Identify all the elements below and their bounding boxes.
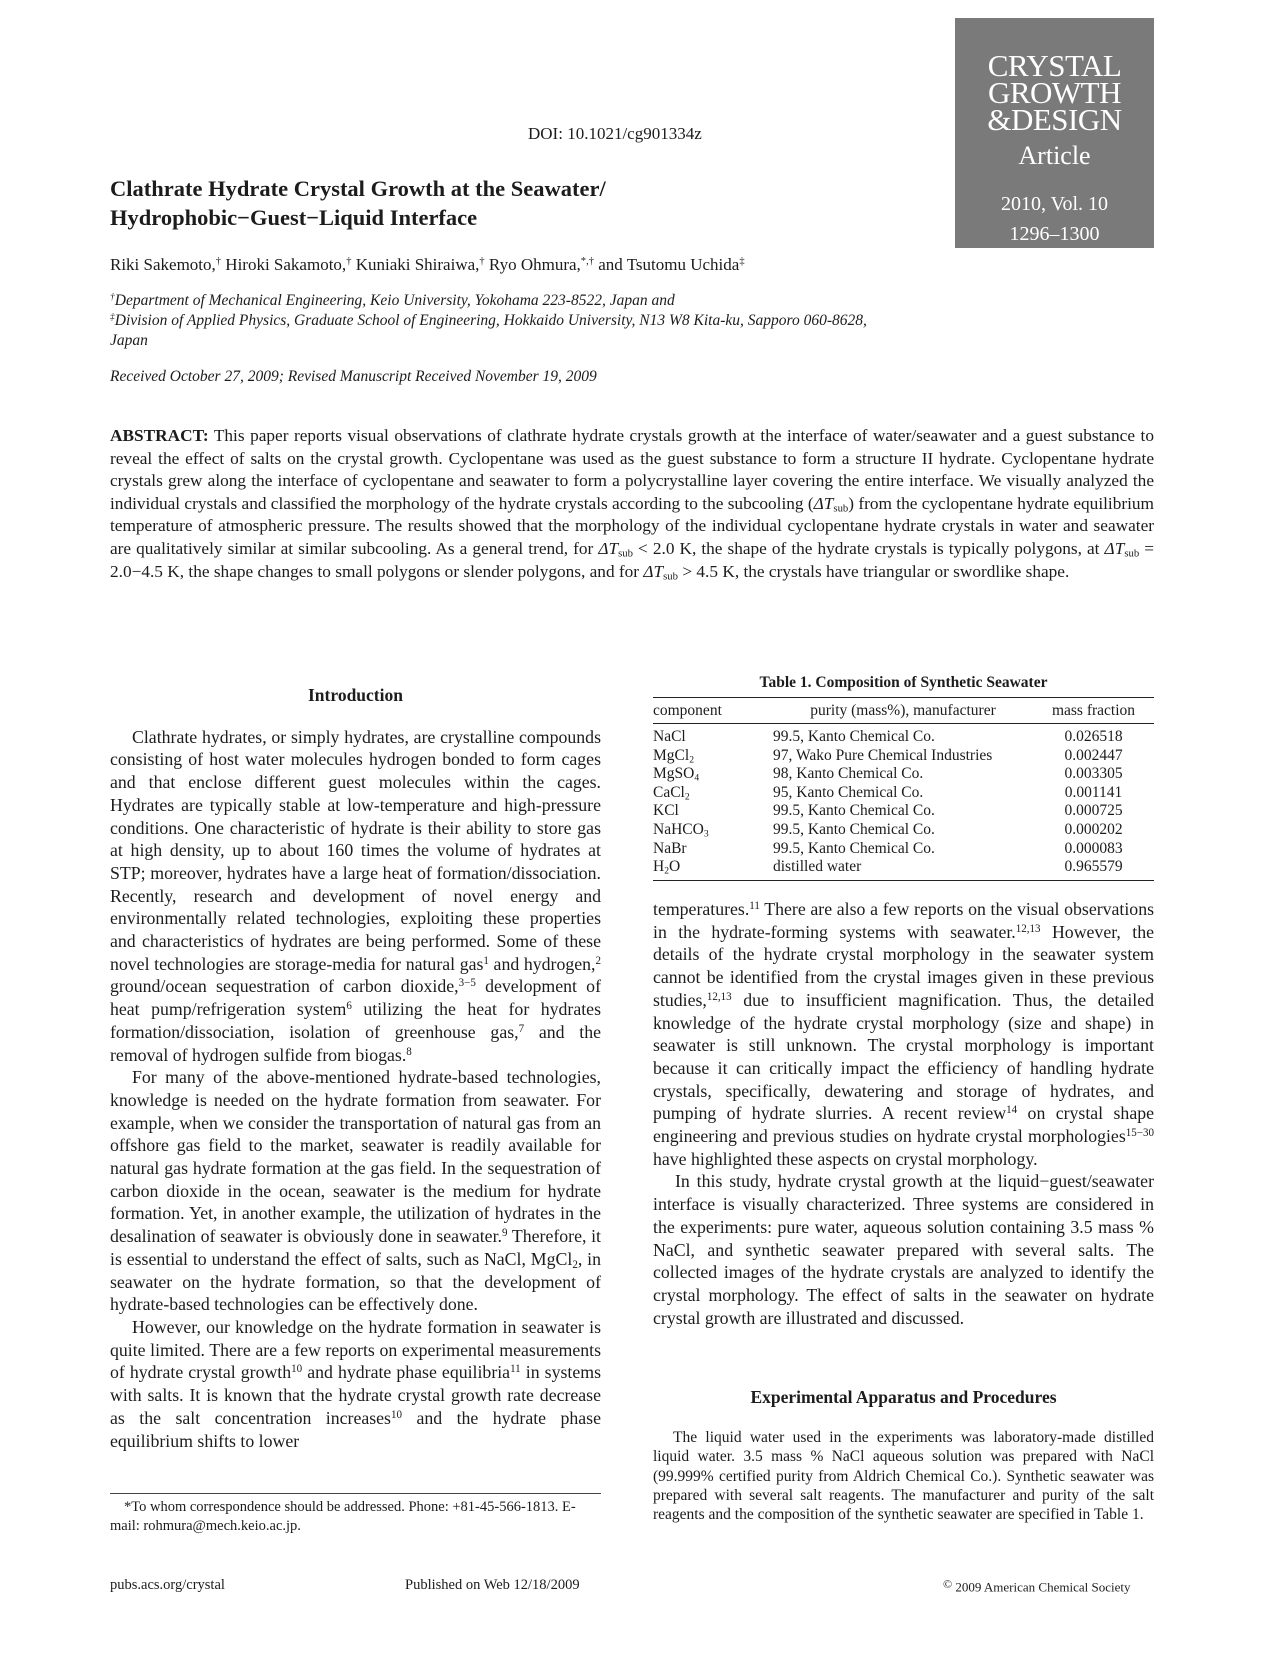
affiliations xyxy=(110,291,870,351)
article-type: Article xyxy=(1018,141,1091,170)
mass-fraction-cell: 0.000202 xyxy=(1064,820,1123,838)
author-mark: *,† xyxy=(580,256,594,268)
abstract-text: = 2.0−4.5 K, the shape changes to small polygons or slender polygons, and for xyxy=(110,538,1154,581)
footer-copyright xyxy=(943,1577,1130,1596)
citation: 12,13 xyxy=(1015,922,1041,935)
paper-title xyxy=(110,174,670,232)
author: Ryo Ohmura, xyxy=(488,255,581,274)
subscript: sub xyxy=(618,547,634,560)
intro-paragraph-1: Clathrate hydrates, or simply hydrates, are crystalline compounds consisting of host water molecules hydrogen bonded to form cages and that enclose different guest molecules within the cages. Hydrates are typically stable at low-temperature and high-pressure conditions. One characteristic of hydrate is their ability to store gas at high density, up to about 160 times the volume of hydrates at STP; moreover, hydrates have a large heat of formation/dissociation. Recently, research and development of novel energy and environmentally related technologies, exploiting these properties and characteristics of hydrates are being performed. Some of these novel technologies are storage-media for natural gas$^1$ and hydrogen,$^2$ ground/ocean sequestration of carbon dioxide,$^{3-5}$ development of heat pump/refrigeration system$^6$ utilizing the heat for hydrates formation/dissociation, isolation of greenhouse gas,$^7$ and the removal of hydrogen sulfide from biogas.$^8$ xyxy=(110,726,601,1065)
column-header: mass fraction xyxy=(1033,698,1154,724)
mass-fraction-cell: 0.002447 xyxy=(1064,746,1123,764)
mass-fraction-cell: 0.026518 xyxy=(1064,728,1123,745)
abstract-text: This paper reports visual observations of clathrate hydrate crystals growth at the interface of water/seawater and a guest substance to reveal the effect of salts on the crystal growth. Cyclopentane was used as the guest substance to form a structure II hydrate. Cyclopentane hydrate crystals grew along the interface of cyclopentane and seawater to form a polycrystalline layer covering the entire interface. We visually analyzed the individual crystals and classified the morphology of the hydrate crystals according to the subcooling ( xyxy=(110,426,1154,513)
mass-fraction-cell: 0.965579 xyxy=(1033,858,1154,880)
composition-table xyxy=(653,697,1154,881)
citation: 3−5 xyxy=(458,977,476,990)
title-line1: Clathrate Hydrate Crystal Growth at the Seawater/ xyxy=(110,176,606,201)
component-cell: KCl xyxy=(653,802,679,820)
intro-paragraph-4: In this study, hydrate crystal growth at the liquid−guest/seawater interface is visually characterized. Three systems are considered in the experiments: pure water, aqueous solution containing 3.5 mass % NaCl, and synthetic seawater prepared with several salts. The collected images of the hydrate crystals are analyzed to identify the crystal morphology. The effect of salts in the seawater on hydrate crystal growth are illustrated and discussed. xyxy=(653,1171,1154,1328)
citation: 14 xyxy=(1006,1104,1018,1117)
author: Hiroki Sakamoto, xyxy=(225,255,347,274)
author: Kuniaki Shiraiwa, xyxy=(355,255,480,274)
journal-name xyxy=(955,48,1154,137)
delta-t: ΔT xyxy=(813,493,834,513)
affiliation-keio: Department of Mechanical Engineering, Keio University, Yokohama 223-8522, Japan and xyxy=(114,292,675,309)
subscript: 2 xyxy=(572,1258,578,1271)
table-row xyxy=(653,784,1154,803)
citation: 11 xyxy=(749,899,760,912)
component-cell: MgCl$_2$ xyxy=(653,746,694,765)
component-cell: CaCl$_2$ xyxy=(653,783,690,803)
table-row xyxy=(653,747,1154,766)
experimental-section xyxy=(653,1387,1154,1524)
author-mark: † xyxy=(346,256,352,268)
subscript: sub xyxy=(833,502,849,515)
mass-fraction-cell: 0.003305 xyxy=(1064,765,1123,783)
citation: 9 xyxy=(501,1227,508,1240)
author-list xyxy=(110,255,745,275)
subscript: sub xyxy=(663,570,679,583)
delta-t: ΔT xyxy=(643,561,664,581)
affiliation-mark: † xyxy=(110,291,115,303)
delta-t: ΔT xyxy=(1104,538,1125,558)
abstract-text: > 4.5 K, the crystals have triangular or swordlike shape. xyxy=(678,561,1070,581)
volume: 2010, Vol. 10 xyxy=(1000,193,1109,215)
affiliation-mark: ‡ xyxy=(110,311,115,323)
delta-t: ΔT xyxy=(598,538,619,558)
introduction-heading: Introduction xyxy=(308,685,403,705)
table-row xyxy=(653,802,1154,821)
author-mark: † xyxy=(479,256,485,268)
title-line2: Hydrophobic−Guest−Liquid Interface xyxy=(110,205,478,230)
citation: 7 xyxy=(518,1022,525,1035)
experimental-paragraph: The liquid water used in the experiments was laboratory-made distilled liquid water. 3.5 mass % NaCl aqueous solution was prepared with NaCl (99.999% certified purity from Aldrich Chemical Co.). Synthetic seawater was prepared with several salt reagents. The manufacturer and purity of the salt reagents and the composition of the synthetic seawater are specified in Table 1. xyxy=(653,1429,1154,1524)
doi: DOI: 10.1021/cg901334z xyxy=(528,124,702,143)
component-cell: $H_2O$ xyxy=(653,858,773,880)
table-1 xyxy=(653,674,1154,881)
component-cell: MgSO$_4$ xyxy=(653,765,700,784)
mass-fraction-cell: 0.001141 xyxy=(1064,783,1123,801)
component-cell: NaCl xyxy=(653,728,686,745)
journal-name-line1: CRYSTAL xyxy=(987,48,1122,83)
footnote-text: *To whom correspondence should be addressed. Phone: +81-45-566-1813. E-mail: rohmura@mech.keio.ac.jp. xyxy=(110,1499,576,1534)
table-caption: Table 1. Composition of Synthetic Seawater xyxy=(759,674,1048,691)
experimental-heading: Experimental Apparatus and Procedures xyxy=(750,1387,1057,1407)
column-header: purity (mass%), manufacturer xyxy=(773,698,1033,724)
table-row xyxy=(653,858,1154,880)
component-cell: NaHCO$_3$ xyxy=(653,820,709,840)
correspondence-footnote xyxy=(110,1498,601,1535)
abstract-text: < 2.0 K, the shape of the hydrate crystals is typically polygons, at xyxy=(633,538,1105,558)
column-header: component xyxy=(653,698,773,724)
footer-published: Published on Web 12/18/2009 xyxy=(405,1577,580,1593)
citation: 1 xyxy=(483,954,489,967)
citation: 2 xyxy=(595,954,601,967)
purity-cell: distilled water xyxy=(773,858,1033,880)
table-row xyxy=(653,840,1154,859)
table-row xyxy=(653,765,1154,784)
component-cell: NaBr xyxy=(653,839,687,857)
journal-name-line2: GROWTH xyxy=(987,75,1122,110)
copyright-text: 2009 American Chemical Society xyxy=(955,1579,1131,1595)
author: Riki Sakemoto, xyxy=(110,255,216,274)
author-mark: † xyxy=(215,256,222,268)
mass-fraction-cell: 0.000725 xyxy=(1064,802,1123,820)
affiliation-hokkaido: Division of Applied Physics, Graduate School of Engineering, Hokkaido University, N13 W8 Kita-ku, Sapporo 060-8628, Japan xyxy=(110,312,867,349)
abstract-label: ABSTRACT: xyxy=(110,426,209,445)
citation: 11 xyxy=(510,1363,521,1376)
introduction-section xyxy=(110,684,601,1452)
purity-cell: 99.5, Kanto Chemical Co. xyxy=(773,802,935,820)
copyright-icon: © xyxy=(943,1577,953,1591)
purity-cell: 98, Kanto Chemical Co. xyxy=(773,765,924,783)
author-mark: ‡ xyxy=(739,256,745,268)
journal-volume-info xyxy=(955,189,1154,249)
citation: 15−30 xyxy=(1125,1126,1154,1139)
purity-cell: 95, Kanto Chemical Co. xyxy=(773,783,924,801)
purity-cell: 97, Wako Pure Chemical Industries xyxy=(773,746,993,764)
intro-paragraph-3-continued: temperatures.$^{11}$ There are also a few reports on the visual observations in the hydrate-forming systems with seawater.$^{12,13}$ However, the details of the hydrate crystal morphology in the seawater system cannot be identified from the crystal images given in these previous studies,$^{12,13}$ due to insufficient magnification. Thus, the detailed knowledge of the hydrate crystal morphology (size and shape) in seawater is still unknown. The crystal morphology is important because it can critically impact the efficiency of handling hydrate crystals, specifically, dewatering and storage of hydrates, and pumping of hydrate slurries. A recent review$^{14}$ on crystal shape engineering and previous studies on hydrate crystal morphologies$^{15-30}$ have highlighted these aspects on crystal morphology. xyxy=(653,899,1155,1169)
footer-journal-url: pubs.acs.org/crystal xyxy=(110,1577,225,1593)
citation: 10 xyxy=(390,1408,402,1421)
introduction-continued xyxy=(653,898,1154,1329)
purity-cell: 99.5, Kanto Chemical Co. xyxy=(773,839,935,857)
table-row xyxy=(653,821,1154,840)
citation: 8 xyxy=(406,1045,412,1058)
citation: 10 xyxy=(291,1363,303,1376)
intro-paragraph-2: For many of the above-mentioned hydrate-based technologies, knowledge is needed on the hydrate formation from seawater. For example, when we consider the transportation of natural gas from an offshore gas field to the market, seawater is readily available for natural gas hydrate formation at the gas field. In the sequestration of carbon dioxide in the ocean, seawater is the medium for hydrate formation. Yet, in another example, the utilization of hydrates in the desalination of seawater is obviously done in seawater.$^9$ Therefore, it is essential to understand the effect of salts, such as NaCl, MgCl$_2$, in seawater on the hydrate formation, so that the development of hydrate-based technologies can be effectively done. xyxy=(110,1067,601,1315)
pages: 1296–1300 xyxy=(1009,223,1100,245)
citation: 12,13 xyxy=(706,990,732,1003)
abstract xyxy=(110,425,1154,583)
table-row xyxy=(653,724,1154,747)
purity-cell: 99.5, Kanto Chemical Co. xyxy=(773,728,935,745)
footnote-rule xyxy=(110,1493,601,1494)
received-dates: Received October 27, 2009; Revised Manuscript Received November 19, 2009 xyxy=(110,368,597,385)
intro-paragraph-3: However, our knowledge on the hydrate formation in seawater is quite limited. There are a few reports on experimental measurements of hydrate crystal growth$^{10}$ and hydrate phase equilibria$^{11}$ in systems with salts. It is known that the hydrate crystal growth rate decrease as the salt concentration increases$^{10}$ and the hydrate phase equilibrium shifts to lower xyxy=(110,1316,601,1451)
citation: 6 xyxy=(346,1000,352,1013)
subscript: sub xyxy=(1124,547,1140,560)
journal-logo-box xyxy=(955,18,1154,248)
author: and Tsutomu Uchida xyxy=(598,255,740,274)
purity-cell: 99.5, Kanto Chemical Co. xyxy=(773,820,935,838)
mass-fraction-cell: 0.000083 xyxy=(1064,839,1123,857)
journal-name-line3: &DESIGN xyxy=(987,102,1122,137)
abstract-text: ) from the cyclopentane hydrate equilibrium temperature of atmospheric pressure. The results showed that the morphology of the individual cyclopentane hydrate crystals in water and seawater are qualitatively similar at similar subcooling. As a general trend, for xyxy=(110,493,1154,558)
